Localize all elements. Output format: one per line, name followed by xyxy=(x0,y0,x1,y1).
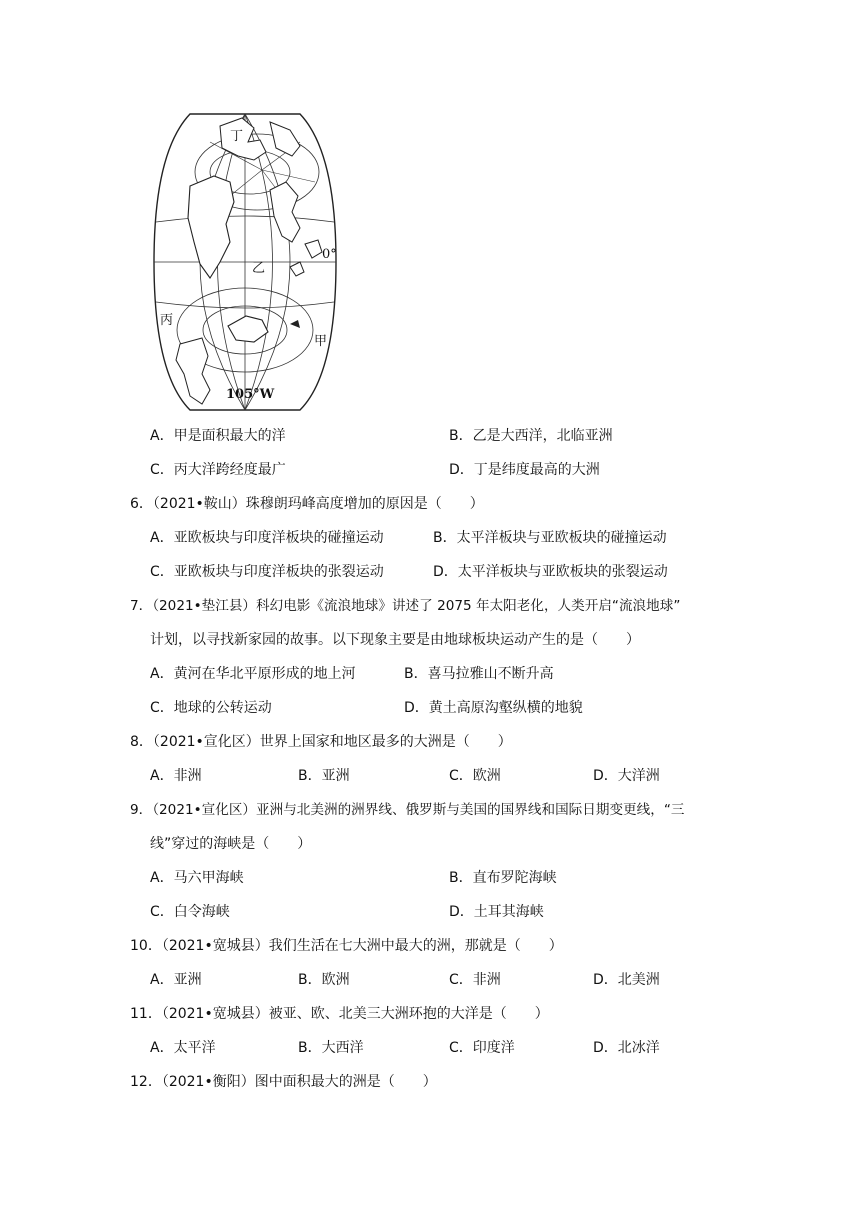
q5-option-d: D．丁是纬度最高的大洲 xyxy=(449,462,600,478)
q6-option-c: C．亚欧板块与印度洋板块的张裂运动 xyxy=(150,564,384,580)
q5-option-c: C．丙大洋跨经度最广 xyxy=(150,462,286,478)
world-map-svg xyxy=(150,112,340,412)
q9-option-c: C．白令海峡 xyxy=(150,904,230,920)
map-label-bing: 丙 xyxy=(160,313,174,328)
q7-option-b: B．喜马拉雅山不断升高 xyxy=(404,666,554,682)
q8-stem: 8．（2021•宣化区）世界上国家和地区最多的大洲是（ ） xyxy=(130,734,512,750)
q9-option-b: B．直布罗陀海峡 xyxy=(449,870,557,886)
q10-option-d: D．北美洲 xyxy=(593,972,660,988)
q11-option-b: B．大西洋 xyxy=(298,1040,364,1056)
q6-option-a: A．亚欧板块与印度洋板块的碰撞运动 xyxy=(150,530,384,546)
world-map-figure xyxy=(150,112,340,412)
q8-option-c: C．欧洲 xyxy=(449,768,501,784)
q11-option-c: C．印度洋 xyxy=(449,1040,515,1056)
q7-option-c: C．地球的公转运动 xyxy=(150,700,272,716)
q10-option-b: B．欧洲 xyxy=(298,972,350,988)
q7-stem-line1: 7．（2021•垫江县）科幻电影《流浪地球》讲述了 2075 年太阳老化，人类开启“流浪地球” xyxy=(130,598,681,614)
q10-option-a: A．亚洲 xyxy=(150,972,202,988)
q8-option-b: B．亚洲 xyxy=(298,768,350,784)
q7-stem-line2: 计划，以寻找新家园的故事。以下现象主要是由地球板块运动产生的是（ ） xyxy=(150,632,640,648)
q10-option-c: C．非洲 xyxy=(449,972,501,988)
q6-option-d: D．太平洋板块与亚欧板块的张裂运动 xyxy=(433,564,668,580)
q11-option-a: A．太平洋 xyxy=(150,1040,216,1056)
q7-option-d: D．黄土高原沟壑纵横的地貌 xyxy=(404,700,583,716)
q9-option-d: D．土耳其海峡 xyxy=(449,904,544,920)
q11-option-d: D．北冰洋 xyxy=(593,1040,660,1056)
q5-option-a: A．甲是面积最大的洋 xyxy=(150,428,286,444)
map-label-equator: 0° xyxy=(322,247,337,262)
map-label-ding: 丁 xyxy=(230,129,244,144)
q8-option-a: A．非洲 xyxy=(150,768,202,784)
q12-stem: 12．（2021•衡阳）图中面积最大的洲是（ ） xyxy=(130,1074,437,1090)
map-label-105w: 105°W xyxy=(226,387,275,402)
q10-stem: 10．（2021•宽城县）我们生活在七大洲中最大的洲，那就是（ ） xyxy=(130,938,563,954)
map-label-yi: 乙 xyxy=(252,261,266,276)
q7-option-a: A．黄河在华北平原形成的地上河 xyxy=(150,666,356,682)
q8-option-d: D．大洋洲 xyxy=(593,768,660,784)
map-label-jia: 甲 xyxy=(314,334,328,349)
q11-stem: 11．（2021•宽城县）被亚、欧、北美三大洲环抱的大洋是（ ） xyxy=(130,1006,549,1022)
q6-stem: 6．（2021•鞍山）珠穆朗玛峰高度增加的原因是（ ） xyxy=(130,496,484,512)
q9-stem-line1: 9．（2021•宣化区）亚洲与北美洲的洲界线、俄罗斯与美国的国界线和国际日期变更线，“三 xyxy=(130,802,685,818)
q9-stem-line2: 线”穿过的海峡是（ ） xyxy=(150,836,312,852)
q5-option-b: B．乙是大西洋，北临亚洲 xyxy=(449,428,613,444)
q9-option-a: A．马六甲海峡 xyxy=(150,870,244,886)
q6-option-b: B．太平洋板块与亚欧板块的碰撞运动 xyxy=(433,530,667,546)
